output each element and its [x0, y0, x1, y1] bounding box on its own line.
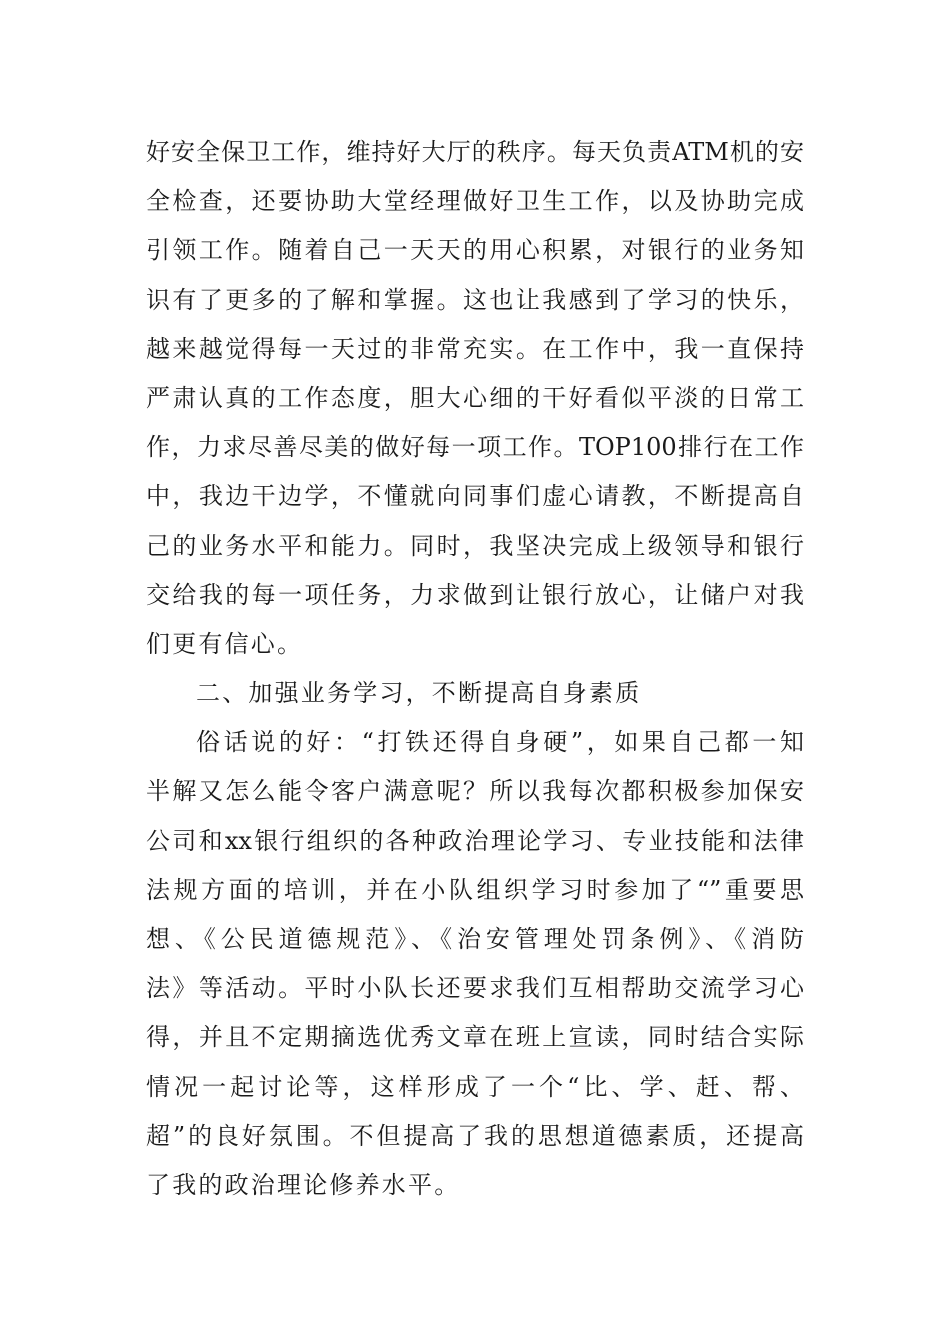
text-line: 严肃认真的工作态度，胆大心细的干好看似平淡的日常工	[146, 383, 804, 412]
text-line: 们更有信心。	[146, 629, 304, 658]
text-line: 情况一起讨论等，这样形成了一个“比、学、赶、帮、	[146, 1072, 804, 1101]
text-line: 越来越觉得每一天过的非常充实。在工作中，我一直保持	[146, 334, 804, 363]
text-line: 交给我的每一项任务，力求做到让银行放心，让储户对我	[146, 580, 804, 609]
text-line: 法》等活动。平时小队长还要求我们互相帮助交流学习心	[146, 974, 804, 1003]
text-line: 识有了更多的了解和掌握。这也让我感到了学习的快乐，	[146, 285, 804, 314]
text-line: 公司和xx银行组织的各种政治理论学习、专业技能和法律	[146, 826, 804, 855]
text-line: 超”的良好氛围。不但提高了我的思想道德素质，还提高	[146, 1121, 804, 1150]
text-line: 得，并且不定期摘选优秀文章在班上宣读，同时结合实际	[146, 1023, 804, 1052]
text-line: 己的业务水平和能力。同时，我坚决完成上级领导和银行	[146, 531, 804, 560]
text-line: 中，我边干边学，不懂就向同事们虚心请教，不断提高自	[146, 482, 804, 511]
document-body	[146, 128, 846, 1210]
text-line: 全检查，还要协助大堂经理做好卫生工作，以及协助完成	[146, 187, 804, 216]
text-line: 了我的政治理论修养水平。	[146, 1170, 461, 1199]
text-line: 好安全保卫工作，维持好大厅的秩序。每天负责ATM机的安	[146, 138, 804, 166]
text-line: 俗话说的好：“打铁还得自身硬”，如果自己都一知	[196, 728, 804, 757]
text-line: 半解又怎么能令客户满意呢？所以我每次都积极参加保安	[146, 777, 804, 806]
text-line: 想、《公民道德规范》、《治安管理处罚条例》、《消防	[146, 925, 804, 953]
text-line: 法规方面的培训，并在小队组织学习时参加了“”重要思	[146, 875, 804, 904]
text-line: 引领工作。随着自己一天天的用心积累，对银行的业务知	[146, 236, 804, 265]
section-heading: 二、加强业务学习，不断提高自身素质	[196, 679, 642, 708]
text-line: 作，力求尽善尽美的做好每一项工作。TOP100排行在工作	[146, 433, 804, 462]
